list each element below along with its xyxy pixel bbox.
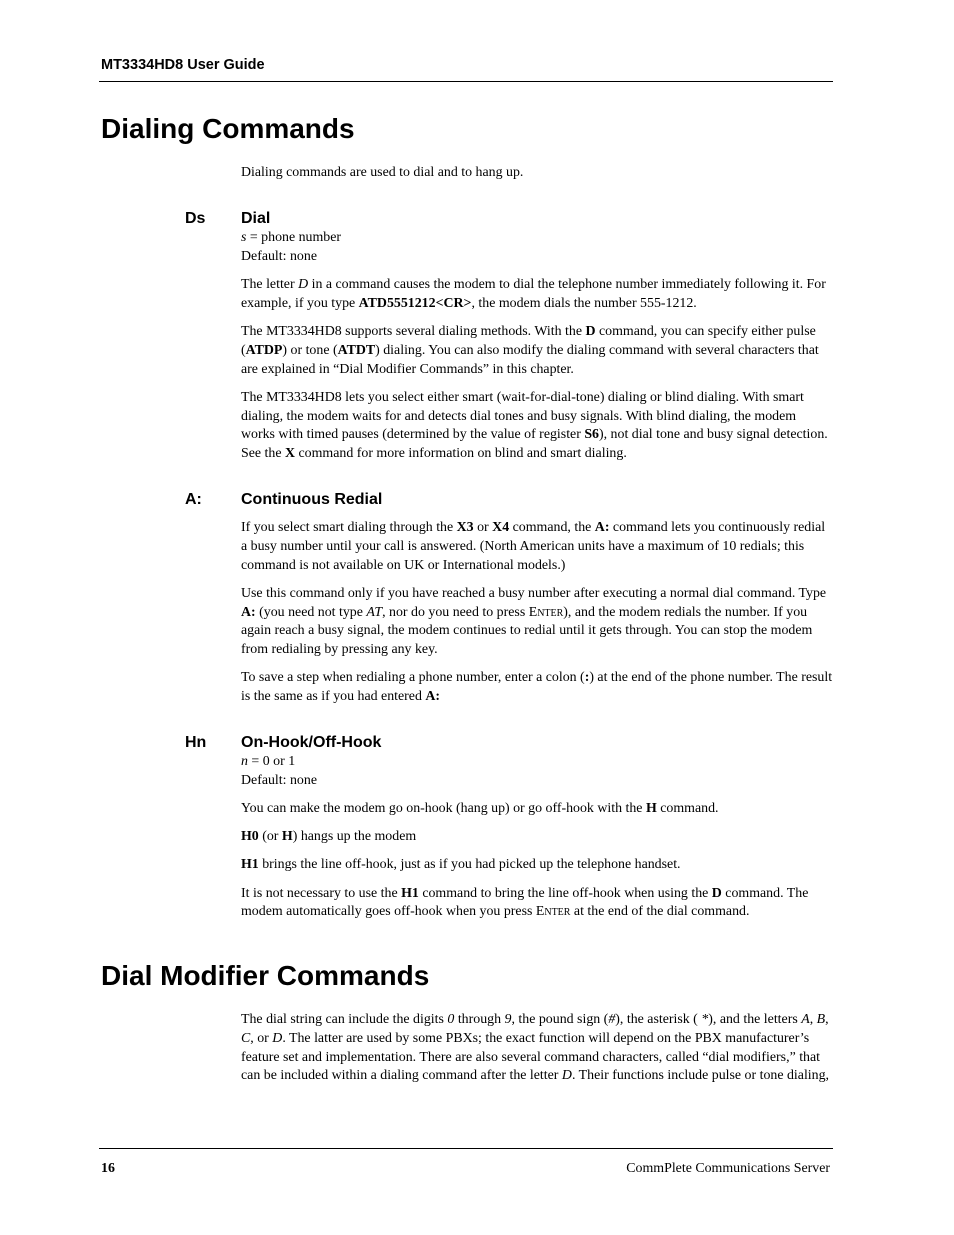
- command-code-redial: A:: [185, 491, 202, 508]
- section-title-dial-modifier-commands: Dial Modifier Commands: [101, 960, 430, 991]
- intro-paragraph: Dialing commands are used to dial and to hang up.: [241, 165, 524, 180]
- paragraph: The MT3334HD8 supports several dialing methods. With the D command, you can specify either pulse (ATDP) or tone (ATDT) dialing. You can also modify the dialing command with several characters that are explained in “Dial Modifier Commands” in this chapter.: [241, 323, 819, 377]
- paragraph: H1 brings the line off-hook, just as if you had picked up the telephone handset.: [241, 857, 681, 873]
- command-title-redial: Continuous Redial: [241, 491, 383, 508]
- param-line: s = phone number: [241, 230, 342, 245]
- default-line: Default: none: [241, 772, 317, 788]
- paragraph: The MT3334HD8 lets you select either smart (wait-for-dial-tone) dialing or blind dialing. With smart dialing, the modem waits for and detects dial tones and busy signals. With blind dialing, the modem works with timed pauses (determined by the value of register S6), not dial tone and busy signal detection. See the X command for more information on blind and smart dialing.: [241, 389, 828, 462]
- paragraph: You can make the modem go on-hook (hang up) or go off-hook with the H command.: [241, 800, 719, 816]
- hook-description: [241, 753, 833, 932]
- command-title-hook: On-Hook/Off-Hook: [241, 734, 382, 751]
- command-code-hook: Hn: [185, 734, 207, 751]
- header-rule: [99, 81, 833, 82]
- running-header-title: MT3334HD8 User Guide: [101, 57, 265, 73]
- section-intro: [241, 164, 833, 192]
- footer-rule: [99, 1148, 833, 1149]
- command-title-dial: Dial: [241, 210, 271, 227]
- section-title-dialing-commands: Dialing Commands: [101, 113, 355, 144]
- modifier-description: [241, 1011, 833, 1096]
- paragraph: Use this command only if you have reached a busy number after executing a normal dial command. Type A: (you need not type AT, nor do you need to press Enter), and the modem redials the number. If you again reach a busy signal, the modem continues to redial until it gets through. You can stop the modem from redialing by pressing any key.: [241, 585, 827, 658]
- dial-description: [241, 229, 833, 473]
- page-number: 16: [101, 1161, 115, 1176]
- paragraph: The letter D in a command causes the modem to dial the telephone number immediately following it. For example, if you type ATD5551212<CR>, the modem dials the number 555-1212.: [241, 276, 826, 311]
- paragraph: It is not necessary to use the H1 command to bring the line off-hook when using the D command. The modem automatically goes off-hook when you press Enter at the end of the dial command.: [241, 885, 809, 920]
- footer-document-title: CommPlete Communications Server: [626, 1161, 830, 1176]
- command-code-dial: Ds: [185, 210, 206, 227]
- param-line: n = 0 or 1: [241, 754, 296, 769]
- paragraph: The dial string can include the digits 0 through 9, the pound sign (#), the asterisk ( *), and the letters A, B, C, or D. The latter are used by some PBXs; the exact function will depend on the PBX manufacturer’s feature set and implementation. There are also several command characters, called “dial modifiers,” that can be included within a dialing command after the letter D. Their functions include pulse or tone dialing,: [241, 1012, 830, 1084]
- redial-description: [241, 519, 833, 716]
- paragraph: To save a step when redialing a phone number, enter a colon (:) at the end of the phone number. The result is the same as if you had entered A:: [241, 670, 833, 705]
- paragraph: If you select smart dialing through the X3 or X4 command, the A: command lets you continuously redial a busy number until your call is answered. (North American units have a maximum of 10 redials; this command is not available on UK or International models.): [241, 520, 826, 573]
- paragraph: H0 (or H) hangs up the modem: [241, 829, 417, 845]
- default-line: Default: none: [241, 248, 317, 264]
